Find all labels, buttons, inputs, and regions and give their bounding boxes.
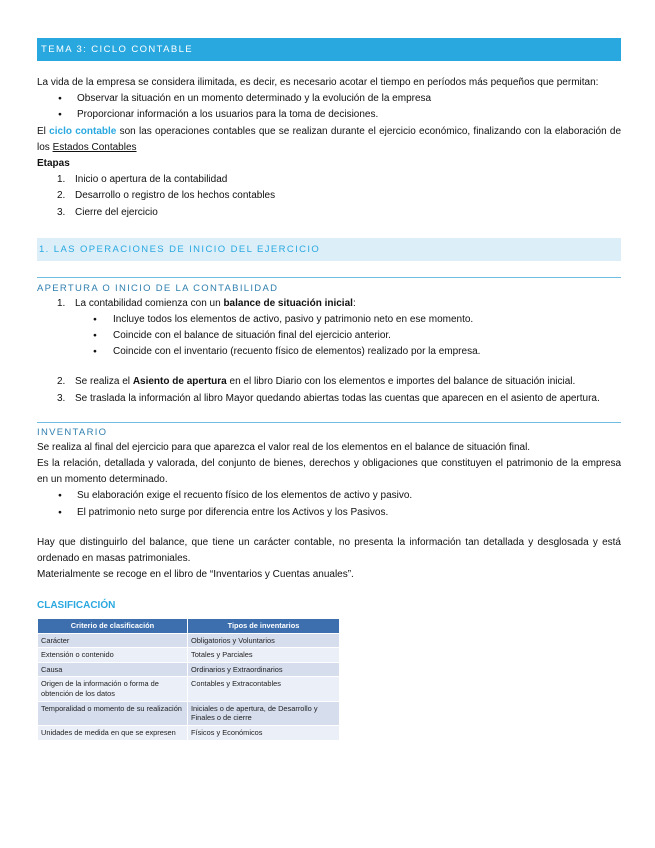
table-row: Carácter Obligatorios y Voluntarios [38,633,340,648]
list-item: 3. Se traslada la información al libro Mayor quedando abiertas todas las cuentas que aparecen en el asiento de apertura. [57,392,600,404]
table-row: Origen de la información o forma de obtención de los datos Contables y Extracontables [38,677,340,701]
apertura-heading: APERTURA O INICIO DE LA CONTABILIDAD [37,277,621,296]
list-item: 1. Inicio o apertura de la contabilidad [57,174,228,186]
inventario-p1: Se realiza al final del ejercicio para que aparezca el valor real de los elementos en el balance de situación final. [37,441,531,453]
section-heading: 1. LAS OPERACIONES DE INICIO DEL EJERCICIO [37,238,621,261]
list-item: ● Incluye todos los elementos de activo, pasivo y patrimonio neto en ese momento. [37,312,621,328]
table-header: Criterio de clasificación [38,618,188,633]
clasificacion-heading: CLASIFICACIÓN [37,600,116,612]
list-item: ● Su elaboración exige el recuento físico de los elementos de activo y pasivo. [37,488,621,504]
apertura-list [37,296,621,312]
list-item: ● Coincide con el balance de situación final del ejercicio anterior. [37,328,621,344]
intro-bullets [37,91,621,123]
list-item: 1. La contabilidad comienza con un balance de situación inicial: [57,297,356,309]
document-page [37,38,621,741]
estados-contables-link[interactable]: Estados Contables [52,141,137,153]
table-header: Tipos de inventarios [188,618,340,633]
page-title: TEMA 3: CICLO CONTABLE [37,38,621,61]
inventario-p2: Es la relación, detallada y valorada, del conjunto de bienes, derechos y obligaciones que constituyen el patrimonio de la empresa en un momento determinado. [37,458,621,486]
table-row: Temporalidad o momento de su realización Iniciales o de apertura, de Desarrollo y Finales o de cierre [38,701,340,725]
apertura-sub-bullets [37,312,621,361]
table-row: Extensión o contenido Totales y Parciales [38,648,340,663]
list-item: ● Proporcionar información a los usuarios para la toma de decisiones. [37,107,621,123]
intro-paragraph: La vida de la empresa se considera ilimitada, es decir, es necesario acotar el tiempo en períodos más pequeños que permitan: [37,77,599,88]
inventario-p3: Hay que distinguirlo del balance, que tiene un carácter contable, no presenta la información tan detallada y desglosada y está ordenado en masas patrimoniales. [37,536,621,564]
clasificacion-table [37,618,340,741]
table-row: Unidades de medida en que se expresen Físicos y Económicos [38,725,340,740]
list-item: 2. Se realiza el Asiento de apertura en el libro Diario con los elementos e importes del balance de situación inicial. [57,376,576,388]
list-item: 2. Desarrollo o registro de los hechos contables [57,190,276,202]
list-item: 3. Cierre del ejercicio [57,206,158,218]
etapas-label: Etapas [37,157,70,169]
list-item: ● Observar la situación en un momento determinado y la evolución de la empresa [37,91,621,107]
apertura-list-cont [37,374,621,406]
inventario-p4: Materialmente se recoge en el libro de “Inventarios y Cuentas anuales”. [37,569,354,581]
list-item: ● El patrimonio neto surge por diferencia entre los Activos y los Pasivos. [37,505,621,521]
ciclo-contable-link[interactable]: ciclo contable [49,125,117,137]
inventario-bullets [37,488,621,520]
etapas-list [37,172,621,221]
definition-paragraph: El ciclo contable son las operaciones contables que se realizan durante el ejercicio económico, finalizando con la elaboración de los Estados Contables [37,125,622,153]
table-row: Causa Ordinarios y Extraordinarios [38,662,340,677]
list-item: ● Coincide con el inventario (recuento físico de elementos) realizado por la empresa. [37,344,621,360]
inventario-heading: INVENTARIO [37,422,621,440]
